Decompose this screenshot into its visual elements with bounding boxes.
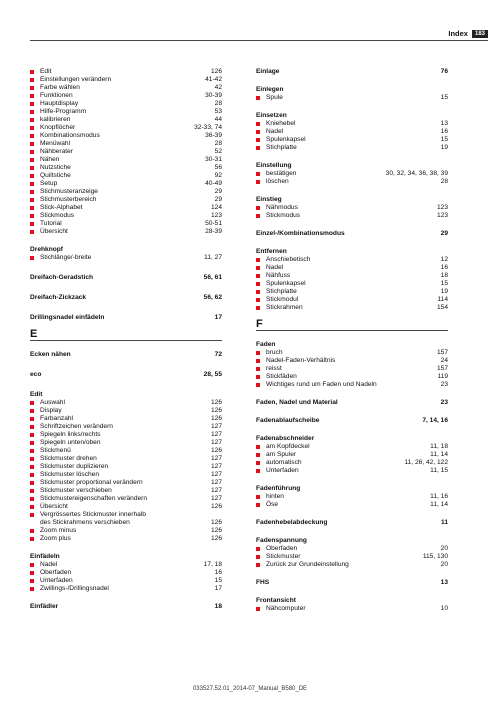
bullet-icon: [256, 495, 260, 499]
list-item-continuation: des Stickrahmens verschieben 126: [40, 519, 222, 526]
heading-einfaedeln: Einfädeln: [30, 553, 60, 560]
bullet-icon: [30, 401, 34, 405]
list-item: Edit 126: [30, 68, 222, 76]
list-item: Öse 11, 14: [256, 501, 448, 509]
list-item: Stickmodus 123: [30, 212, 222, 220]
bullet-icon: [30, 441, 34, 445]
index-column-right: [256, 68, 448, 613]
list-item: Zoom minus 126: [30, 527, 222, 535]
list-item: Menüwahl 28: [30, 140, 222, 148]
list-item: Farbe wählen 42: [30, 84, 222, 92]
index-title: Index: [448, 29, 468, 38]
list-item: reisst 157: [256, 365, 448, 373]
list-item: Knopflöcher 32-33, 74: [30, 124, 222, 132]
bullet-icon: [256, 367, 260, 371]
list-edit-zoom: [30, 527, 222, 543]
list-item: Funktionen 30-39: [30, 92, 222, 100]
bullet-icon: [256, 298, 260, 302]
bullet-icon: [30, 142, 34, 146]
bullet-icon: [30, 150, 34, 154]
list-item: am Kopfdeckel 11, 18: [256, 443, 448, 451]
list-item: Nähcomputer 10: [256, 605, 448, 613]
list-item: Display 126: [30, 407, 222, 415]
bullet-icon: [256, 503, 260, 507]
bullet-icon: [30, 118, 34, 122]
list-item: Kombinationsmodus 36-39: [30, 132, 222, 140]
bullet-icon: [256, 130, 260, 134]
list-item: Stichlänge/-breite 11, 27: [30, 254, 222, 262]
bullet-icon: [30, 537, 34, 541]
bullet-icon: [30, 70, 34, 74]
list-edit: [30, 399, 222, 511]
list-item: Nähen 30-31: [30, 156, 222, 164]
index-column-left: [30, 68, 222, 611]
entry-einzel-kombinationsmodus: Einzel-/Kombinationsmodus 29: [256, 230, 448, 237]
bullet-icon: [30, 102, 34, 106]
entry-ecken-naehen: Ecken nähen 72: [30, 351, 222, 358]
list-item: Stickmodus 123: [256, 212, 448, 220]
bullet-icon: [30, 206, 34, 210]
heading-entfernen: Entfernen: [256, 248, 287, 255]
entry-drillingsnadel: Drillingsnadel einfädeln 17: [30, 314, 222, 321]
entry-dreifach-geradstich: Dreifach-Geradstich 56, 61: [30, 274, 222, 281]
list-item: am Spuler 11, 14: [256, 451, 448, 459]
bullet-icon: [30, 513, 34, 517]
list-item: Stickmuster löschen 127: [30, 471, 222, 479]
page-number-badge: 183: [472, 30, 488, 38]
list-item: Spulenkapsel 15: [256, 280, 448, 288]
list-item: Stickmustereigenschaften verändern 127: [30, 495, 222, 503]
bullet-icon: [256, 122, 260, 126]
bullet-icon: [30, 134, 34, 138]
letter-heading-e: E: [30, 328, 222, 341]
list-fadenabschneider: [256, 443, 448, 475]
list-item: Stichmusteranzeige 29: [30, 188, 222, 196]
list-item: kalibrieren 44: [30, 116, 222, 124]
bullet-icon: [30, 481, 34, 485]
bullet-icon: [256, 138, 260, 142]
bullet-icon: [256, 453, 260, 457]
bullet-icon: [30, 256, 34, 260]
list-item: löschen 28: [256, 178, 448, 186]
bullet-icon: [256, 306, 260, 310]
list-einlegen: [256, 94, 448, 102]
list-item: Stichmusterbereich 29: [30, 196, 222, 204]
bullet-icon: [256, 180, 260, 184]
list-fadenspannung: [256, 545, 448, 569]
heading-frontansicht: Frontansicht: [256, 597, 296, 604]
list-item: Zwillings-/Drillingsnadel 17: [30, 585, 222, 593]
entry-einlage: Einlage 76: [256, 68, 448, 75]
bullet-icon: [256, 547, 260, 551]
letter-heading-f: F: [256, 318, 448, 331]
list-item: Spulenkapsel 15: [256, 136, 448, 144]
bullet-icon: [256, 445, 260, 449]
bullet-icon: [30, 449, 34, 453]
list-frontansicht: [256, 605, 448, 613]
bullet-icon: [256, 274, 260, 278]
bullet-icon: [30, 465, 34, 469]
bullet-icon: [256, 563, 260, 567]
list-item: automatisch 11, 26, 42, 122: [256, 459, 448, 467]
list-item: bestätigen 30, 32, 34, 36, 38, 39: [256, 170, 448, 178]
heading-einstellung: Einstellung: [256, 162, 292, 169]
bullet-icon: [256, 607, 260, 611]
list-item: Nutzstiche 56: [30, 164, 222, 172]
list-item: Spule 15: [256, 94, 448, 102]
list-item: Stickmodul 114: [256, 296, 448, 304]
bullet-icon: [256, 214, 260, 218]
list-item: Schriftzeichen verändern 127: [30, 423, 222, 431]
list-item: Stickmenü 126: [30, 447, 222, 455]
bullet-icon: [30, 505, 34, 509]
bullet-icon: [30, 587, 34, 591]
list-item: Nähmodus 123: [256, 204, 448, 212]
list-drehknopf: [30, 254, 222, 262]
bullet-icon: [256, 461, 260, 465]
list-item: Zoom plus 126: [30, 535, 222, 543]
list-item: bruch 157: [256, 349, 448, 357]
bullet-icon: [30, 497, 34, 501]
list-item: Stickfäden 119: [256, 373, 448, 381]
bullet-icon: [256, 555, 260, 559]
entry-fadenablaufscheibe: Fadenablaufscheibe 7, 14, 16: [256, 417, 448, 424]
bullet-icon: [30, 529, 34, 533]
list-entfernen: [256, 256, 448, 312]
bullet-icon: [30, 425, 34, 429]
list-einstieg: [256, 204, 448, 220]
list-item: Tutorial 50-51: [30, 220, 222, 228]
list-item: Quiltstiche 92: [30, 172, 222, 180]
entry-einfaedler: Einfädler 18: [30, 603, 222, 610]
bullet-icon: [30, 489, 34, 493]
bullet-icon: [256, 351, 260, 355]
list-item: Stickmuster drehen 127: [30, 455, 222, 463]
bullet-icon: [30, 166, 34, 170]
list-item: Wichtiges rund um Faden und Nadeln 23: [256, 381, 448, 389]
list-item: Einstellungen verändern 41-42: [30, 76, 222, 84]
entry-eco: eco 28, 55: [30, 371, 222, 378]
header-rule: [30, 40, 488, 41]
list-item: Hilfe-Programm 53: [30, 108, 222, 116]
list-item: Setup 40-49: [30, 180, 222, 188]
list-item: Nadel 16: [256, 128, 448, 136]
bullet-icon: [30, 230, 34, 234]
bullet-icon: [30, 126, 34, 130]
bullet-icon: [30, 222, 34, 226]
bullet-icon: [30, 182, 34, 186]
list-faden: [256, 349, 448, 389]
bullet-icon: [30, 110, 34, 114]
entry-fadenhebelabdeckung: Fadenhebelabdeckung 11: [256, 519, 448, 526]
bullet-icon: [256, 290, 260, 294]
bullet-icon: [30, 579, 34, 583]
page-footer: 033527.52.01_2014-07_Manual_B580_DE: [192, 686, 308, 692]
list-item: Nadel 17, 18: [30, 561, 222, 569]
list-item: Stichplatte 19: [256, 144, 448, 152]
bullet-icon: [30, 86, 34, 90]
page-header: [448, 29, 488, 38]
list-item: Stickmuster 115, 130: [256, 553, 448, 561]
bullet-icon: [256, 359, 260, 363]
bullet-icon: [30, 457, 34, 461]
bullet-icon: [30, 78, 34, 82]
list-einsetzen: [256, 120, 448, 152]
bullet-icon: [256, 258, 260, 262]
list-einfaedeln: [30, 561, 222, 593]
list-item: Nadel-Faden-Verhältnis 24: [256, 357, 448, 365]
heading-einlegen: Einlegen: [256, 86, 284, 93]
list-fadenfuehrung: [256, 493, 448, 509]
bullet-icon: [30, 433, 34, 437]
list-item: Nadel 16: [256, 264, 448, 272]
list-item: Anschiebetisch 12: [256, 256, 448, 264]
entry-fhs: FHS 13: [256, 579, 448, 586]
heading-einstieg: Einstieg: [256, 196, 282, 203]
bullet-icon: [256, 282, 260, 286]
heading-fadenfuehrung: Fadenführung: [256, 485, 301, 492]
bullet-icon: [30, 214, 34, 218]
bullet-icon: [256, 96, 260, 100]
heading-edit: Edit: [30, 391, 43, 398]
bullet-icon: [256, 383, 260, 387]
list-top: [30, 68, 222, 236]
list-item: Stick-Alphabet 124: [30, 204, 222, 212]
list-item: Stickrahmen 154: [256, 304, 448, 312]
heading-faden: Faden: [256, 341, 276, 348]
list-item: Stickmuster proportional verändern 127: [30, 479, 222, 487]
list-einstellung: [256, 170, 448, 186]
list-item: Nähfuss 18: [256, 272, 448, 280]
list-item: Nähberater 52: [30, 148, 222, 156]
bullet-icon: [30, 417, 34, 421]
list-item: Unterfaden 11, 15: [256, 467, 448, 475]
list-item: Übersicht 28-39: [30, 228, 222, 236]
bullet-icon: [30, 158, 34, 162]
list-item: Stickmuster duplizieren 127: [30, 463, 222, 471]
list-item: Übersicht 126: [30, 503, 222, 511]
bullet-icon: [256, 172, 260, 176]
list-item: Oberfaden 16: [30, 569, 222, 577]
list-item: Stickmuster verschieben 127: [30, 487, 222, 495]
entry-faden-nadel-material: Faden, Nadel und Material 23: [256, 399, 448, 406]
list-item: hinten 11, 16: [256, 493, 448, 501]
bullet-icon: [30, 190, 34, 194]
list-item: Kniehebel 13: [256, 120, 448, 128]
entry-dreifach-zickzack: Dreifach-Zickzack 56, 62: [30, 294, 222, 301]
heading-drehknopf: Drehknopf: [30, 246, 63, 253]
bullet-icon: [30, 473, 34, 477]
list-item: Unterfaden 15: [30, 577, 222, 585]
bullet-icon: [30, 571, 34, 575]
heading-einsetzen: Einsetzen: [256, 112, 287, 119]
bullet-icon: [30, 198, 34, 202]
bullet-icon: [256, 469, 260, 473]
list-item: Auswahl 126: [30, 399, 222, 407]
list-item: Farbanzahl 126: [30, 415, 222, 423]
bullet-icon: [30, 94, 34, 98]
heading-fadenabschneider: Fadenabschneider: [256, 435, 315, 442]
list-item: Stichplatte 19: [256, 288, 448, 296]
list-item: Zurück zur Grundeinstellung 20: [256, 561, 448, 569]
bullet-icon: [256, 206, 260, 210]
list-item: Oberfaden 20: [256, 545, 448, 553]
bullet-icon: [256, 266, 260, 270]
bullet-icon: [256, 146, 260, 150]
list-item: Hauptdisplay 28: [30, 100, 222, 108]
bullet-icon: [30, 563, 34, 567]
bullet-icon: [256, 375, 260, 379]
bullet-icon: [30, 409, 34, 413]
list-item: Vergrössertes Stickmuster innerhalb: [30, 511, 222, 519]
list-item: Spiegeln links/rechts 127: [30, 431, 222, 439]
list-item: Spiegeln unten/oben 127: [30, 439, 222, 447]
heading-fadenspannung: Fadenspannung: [256, 537, 307, 544]
bullet-icon: [30, 174, 34, 178]
